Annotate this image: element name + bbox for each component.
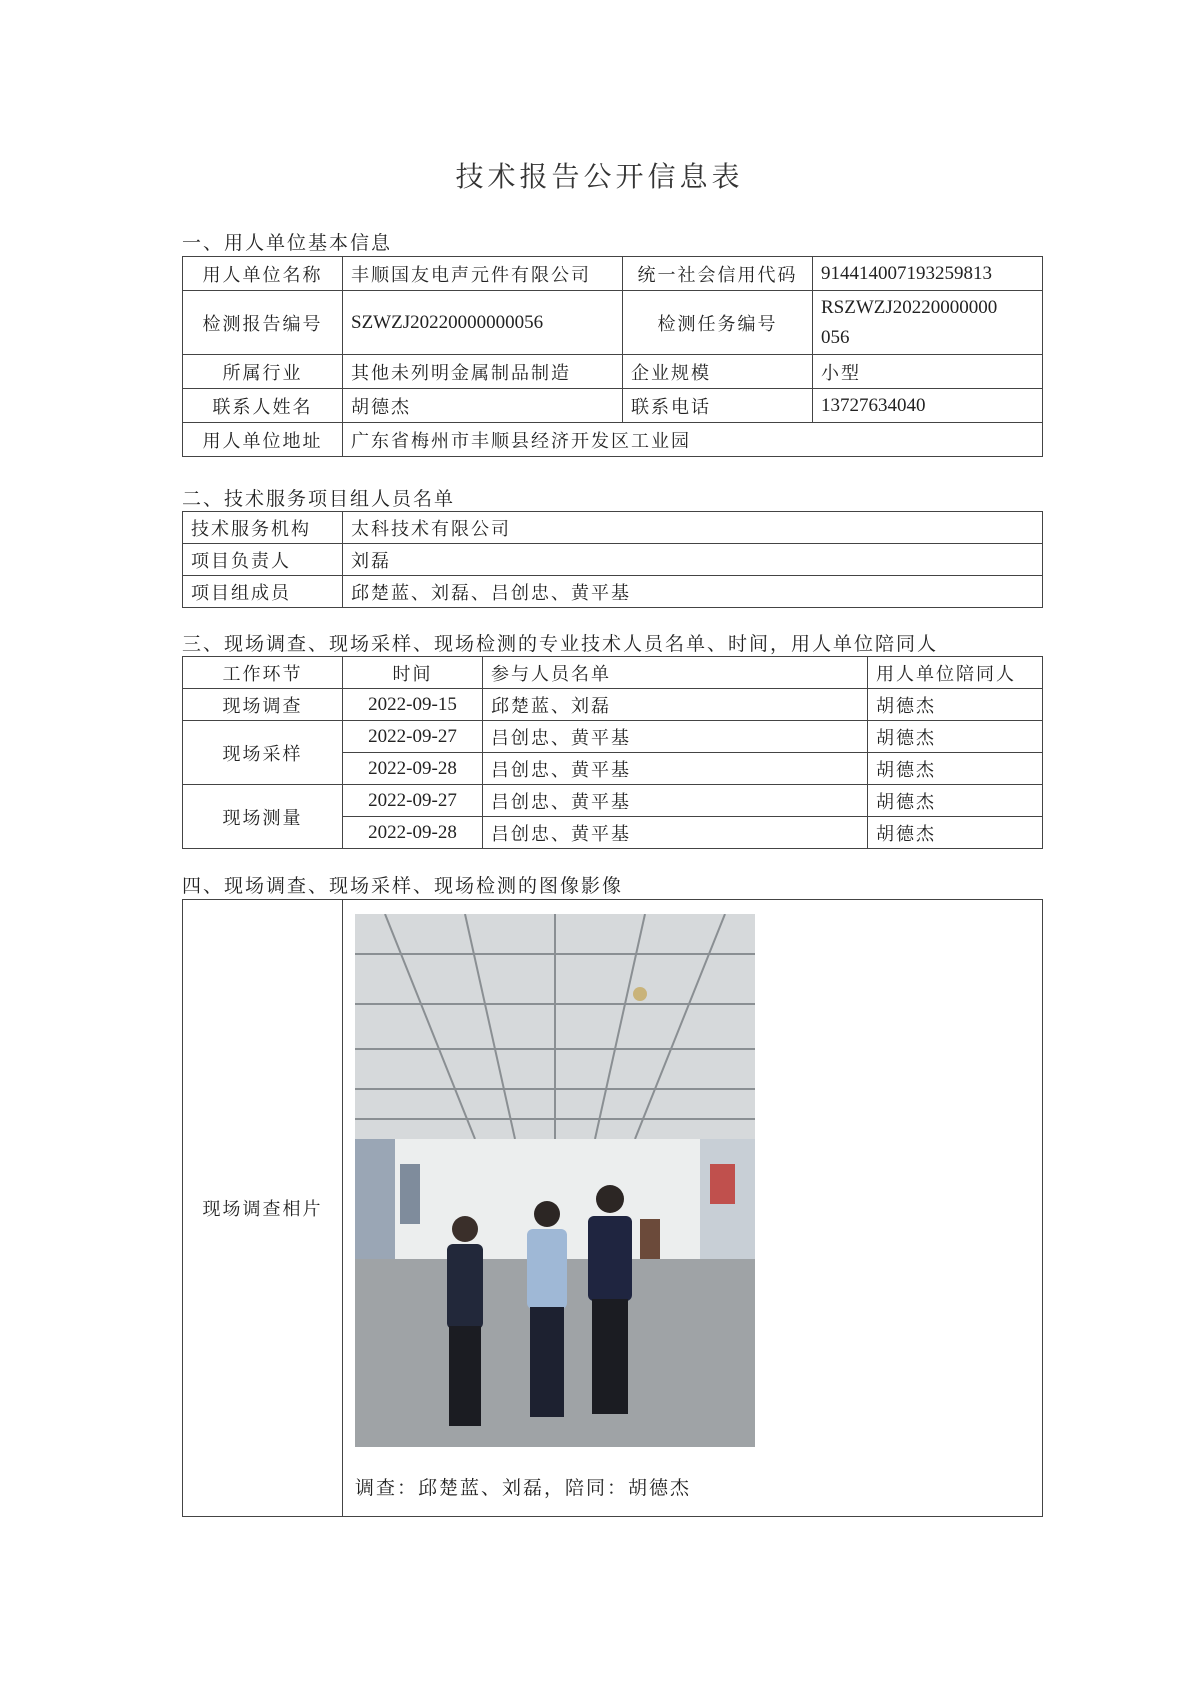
row-people: 邱楚蓝、刘磊 (483, 689, 868, 721)
header-escort: 用人单位陪同人 (868, 657, 1043, 689)
row-date: 2022-09-28 (343, 817, 483, 849)
industry-value: 其他未列明金属制品制造 (343, 355, 623, 389)
stage-measure: 现场测量 (183, 785, 343, 849)
contact-name-label: 联系人姓名 (183, 389, 343, 423)
photo-caption: 调查：邱楚蓝、刘磊，陪同：胡德杰 (355, 1477, 692, 1499)
stage-survey: 现场调查 (183, 689, 343, 721)
table-row (183, 512, 1043, 544)
report-number-label: 检测报告编号 (183, 291, 343, 355)
site-survey-photo (355, 914, 755, 1447)
table-row (183, 355, 1043, 389)
row-date: 2022-09-27 (343, 785, 483, 817)
row-escort: 胡德杰 (868, 817, 1043, 849)
scale-value: 小型 (813, 355, 1043, 389)
agency-label: 技术服务机构 (183, 512, 343, 544)
table-row (183, 689, 1043, 721)
table-row (183, 544, 1043, 576)
section-4-heading: 四、现场调查、现场采样、现场检测的图像影像 (182, 875, 624, 897)
members-label: 项目组成员 (183, 576, 343, 608)
members-value: 邱楚蓝、刘磊、吕创忠、黄平基 (343, 576, 1043, 608)
contact-phone-label: 联系电话 (623, 389, 813, 423)
contact-phone-value: 13727634040 (813, 389, 1043, 423)
header-stage: 工作环节 (183, 657, 343, 689)
photo-label: 现场调查相片 (183, 900, 343, 1517)
agency-value: 太科技术有限公司 (343, 512, 1043, 544)
row-date: 2022-09-15 (343, 689, 483, 721)
credit-code-label: 统一社会信用代码 (623, 257, 813, 291)
row-date: 2022-09-27 (343, 721, 483, 753)
company-name-value: 丰顺国友电声元件有限公司 (343, 257, 623, 291)
table-row (183, 291, 1043, 355)
company-name-label: 用人单位名称 (183, 257, 343, 291)
row-escort: 胡德杰 (868, 785, 1043, 817)
scale-label: 企业规模 (623, 355, 813, 389)
table-row (183, 389, 1043, 423)
table-row (183, 721, 1043, 753)
credit-code-text: 914414007193259813 (821, 262, 992, 284)
row-escort: 胡德杰 (868, 753, 1043, 785)
section-1-heading: 一、用人单位基本信息 (182, 232, 393, 254)
task-number-line: 056 (821, 326, 850, 348)
report-number-value: SZWZJ20220000000056 (343, 291, 623, 355)
page-title: 技术报告公开信息表 (455, 160, 744, 193)
address-value: 广东省梅州市丰顺县经济开发区工业园 (343, 423, 1043, 457)
section-2-heading: 二、技术服务项目组人员名单 (182, 488, 456, 510)
field-work-table (182, 656, 1043, 849)
row-people: 吕创忠、黄平基 (483, 753, 868, 785)
leader-value: 刘磊 (343, 544, 1043, 576)
basic-info-table (182, 256, 1043, 457)
task-number-label: 检测任务编号 (623, 291, 813, 355)
row-people: 吕创忠、黄平基 (483, 785, 868, 817)
row-escort: 胡德杰 (868, 689, 1043, 721)
photo-table (182, 899, 1043, 1517)
header-time: 时间 (343, 657, 483, 689)
table-row (183, 785, 1043, 817)
row-escort: 胡德杰 (868, 721, 1043, 753)
table-row (183, 900, 1043, 1517)
project-team-table (182, 511, 1043, 608)
table-row (183, 576, 1043, 608)
leader-label: 项目负责人 (183, 544, 343, 576)
row-people: 吕创忠、黄平基 (483, 817, 868, 849)
industry-label: 所属行业 (183, 355, 343, 389)
table-row (183, 257, 1043, 291)
section-3-heading: 三、现场调查、现场采样、现场检测的专业技术人员名单、时间，用人单位陪同人 (182, 633, 939, 655)
photo-cell (343, 900, 1043, 1517)
stage-sampling: 现场采样 (183, 721, 343, 785)
contact-name-value: 胡德杰 (343, 389, 623, 423)
credit-code-value (813, 257, 1043, 291)
task-number-value (813, 291, 1043, 355)
table-header-row (183, 657, 1043, 689)
task-number-line: RSZWZJ20220000000 (821, 296, 998, 318)
address-label: 用人单位地址 (183, 423, 343, 457)
row-date: 2022-09-28 (343, 753, 483, 785)
row-people: 吕创忠、黄平基 (483, 721, 868, 753)
header-people: 参与人员名单 (483, 657, 868, 689)
table-row (183, 423, 1043, 457)
